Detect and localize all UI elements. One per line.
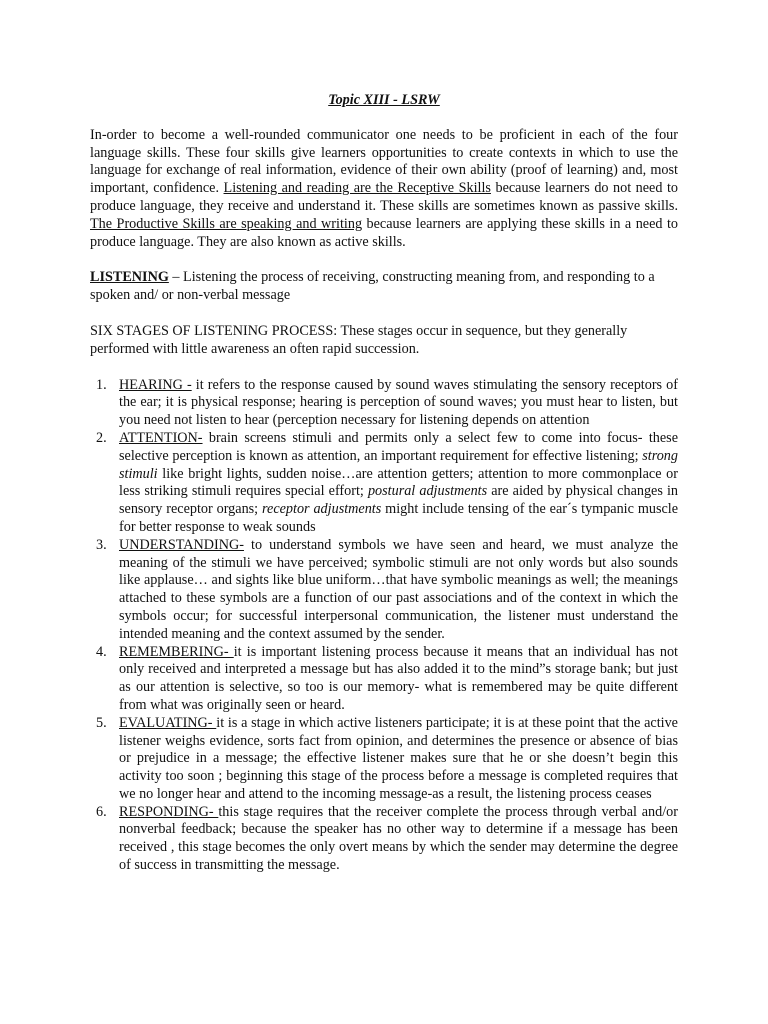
stage-name-responding: RESPONDING- [119,803,219,820]
stage-name-evaluating: EVALUATING- [119,714,217,731]
list-item [90,430,678,537]
list-item [90,377,678,430]
list-item [90,804,678,875]
stage-name-understanding: UNDERSTANDING- [119,536,244,553]
stage-name-hearing: HEARING - [119,376,192,393]
intro-text-3: because learners are applying these skills in a need to produce language. They are also known as active skills. [90,215,679,250]
list-number: 4. [96,643,107,660]
list-item [90,644,678,715]
list-number: 1. [96,376,107,393]
spacer [90,305,678,323]
list-number: 2. [96,429,107,446]
document-page [90,92,678,875]
list-item [90,715,678,804]
stage-text: it is a stage in which active listeners participate; it is at these point that the active listener weighs evidence, sorts fact from opinion, and determines the presence or absence of bias or prejudice in a message; the effective listener makes sure that he or she doesn’t begin this activity too soon ; beginning this stage of the process before a message is completed requires that we no longer hear and attend to the incoming message-as a result, the listening process ceases [119,714,678,802]
listening-definition [90,269,678,305]
stage-name-remembering: REMEMBERING- [119,643,234,660]
productive-skills-phrase: The Productive Skills are speaking and writing [90,215,363,232]
stage-italic-term: receptor adjustments [262,501,382,518]
stage-text: might include tensing of the ear´s tympanic muscle for better response to weak sounds [119,501,679,535]
spacer [90,359,678,377]
stage-italic-term: postural adjustments [367,483,488,500]
stage-italic-term: strong stimuli [119,447,678,482]
stages-list [90,377,678,875]
listening-heading: LISTENING [90,269,169,286]
stage-text: it is important listening process because it means that an individual has not only received and interpreted a message but has also added it to the mind”s storage bank; but just as our attention is selective, so too is our memory- what is remembered may be quite different from what was originally seen or heard. [119,643,678,713]
stage-text: like bright lights, sudden noise…are attention getters; attention to more commonplace or less striking stimuli requires special effort; [119,465,678,500]
stage-text: brain screens stimuli and permits only a select few to come into focus- these selective perception is known as attention, an important requirement for effective listening; [119,429,678,464]
intro-paragraph [90,127,678,252]
list-number: 6. [96,803,107,820]
list-number: 3. [96,536,107,553]
intro-text-2: because learners do not need to produce language, they receive and understand it. These skills are sometimes known as passive skills. [90,180,678,214]
six-stages-intro: SIX STAGES OF LISTENING PROCESS: These stages occur in sequence, but they generally performed with little awareness an often rapid succession. [90,322,628,357]
list-number: 5. [96,714,107,731]
intro-text-1: In-order to become a well-rounded communicator one needs to be proficient in each of the four language skills. These four skills give learners opportunities to create contexts in which to use the language for exchange of real information, evidence of their own ability (proof of learning) and, most important, confidence. [90,126,678,197]
receptive-skills-phrase: Listening and reading are the Receptive Skills [223,180,491,197]
list-item [90,537,678,644]
stage-text: this stage requires that the receiver complete the process through verbal and/or nonverbal feedback; because the speaker has no other way to determine if a message has been received , this stage becomes the only overt means by which the sender may determine the degree of success in transmitting the message. [119,803,678,874]
spacer [90,251,678,269]
stage-name-attention: ATTENTION- [119,429,203,446]
page-title: Topic XIII - LSRW [328,92,440,108]
stage-text: it refers to the response caused by sound waves stimulating the sensory receptors of the ear; it is physical response; hearing is perception of sound waves; you must hear to listen, but you need not listen to hear (perception necessary for listening depends on attention [119,376,679,429]
stage-text: to understand symbols we have seen and heard, we must analyze the meaning of the stimuli we have perceived; symbolic stimuli are not only words but also sounds like applause… and sights like blue uniform…that have symbolic meanings as well; the meanings attached to these symbols are a function of our past associations and of the context in which the symbols occur; for successful interpersonal communication, the listener must understand the intended meaning and the context assumed by the sender. [119,536,678,642]
listening-text: – Listening the process of receiving, constructing meaning from, and responding to a spoken and/ or non-verbal message [90,269,655,304]
stage-text: are aided by physical changes in sensory receptor organs; [119,483,679,518]
